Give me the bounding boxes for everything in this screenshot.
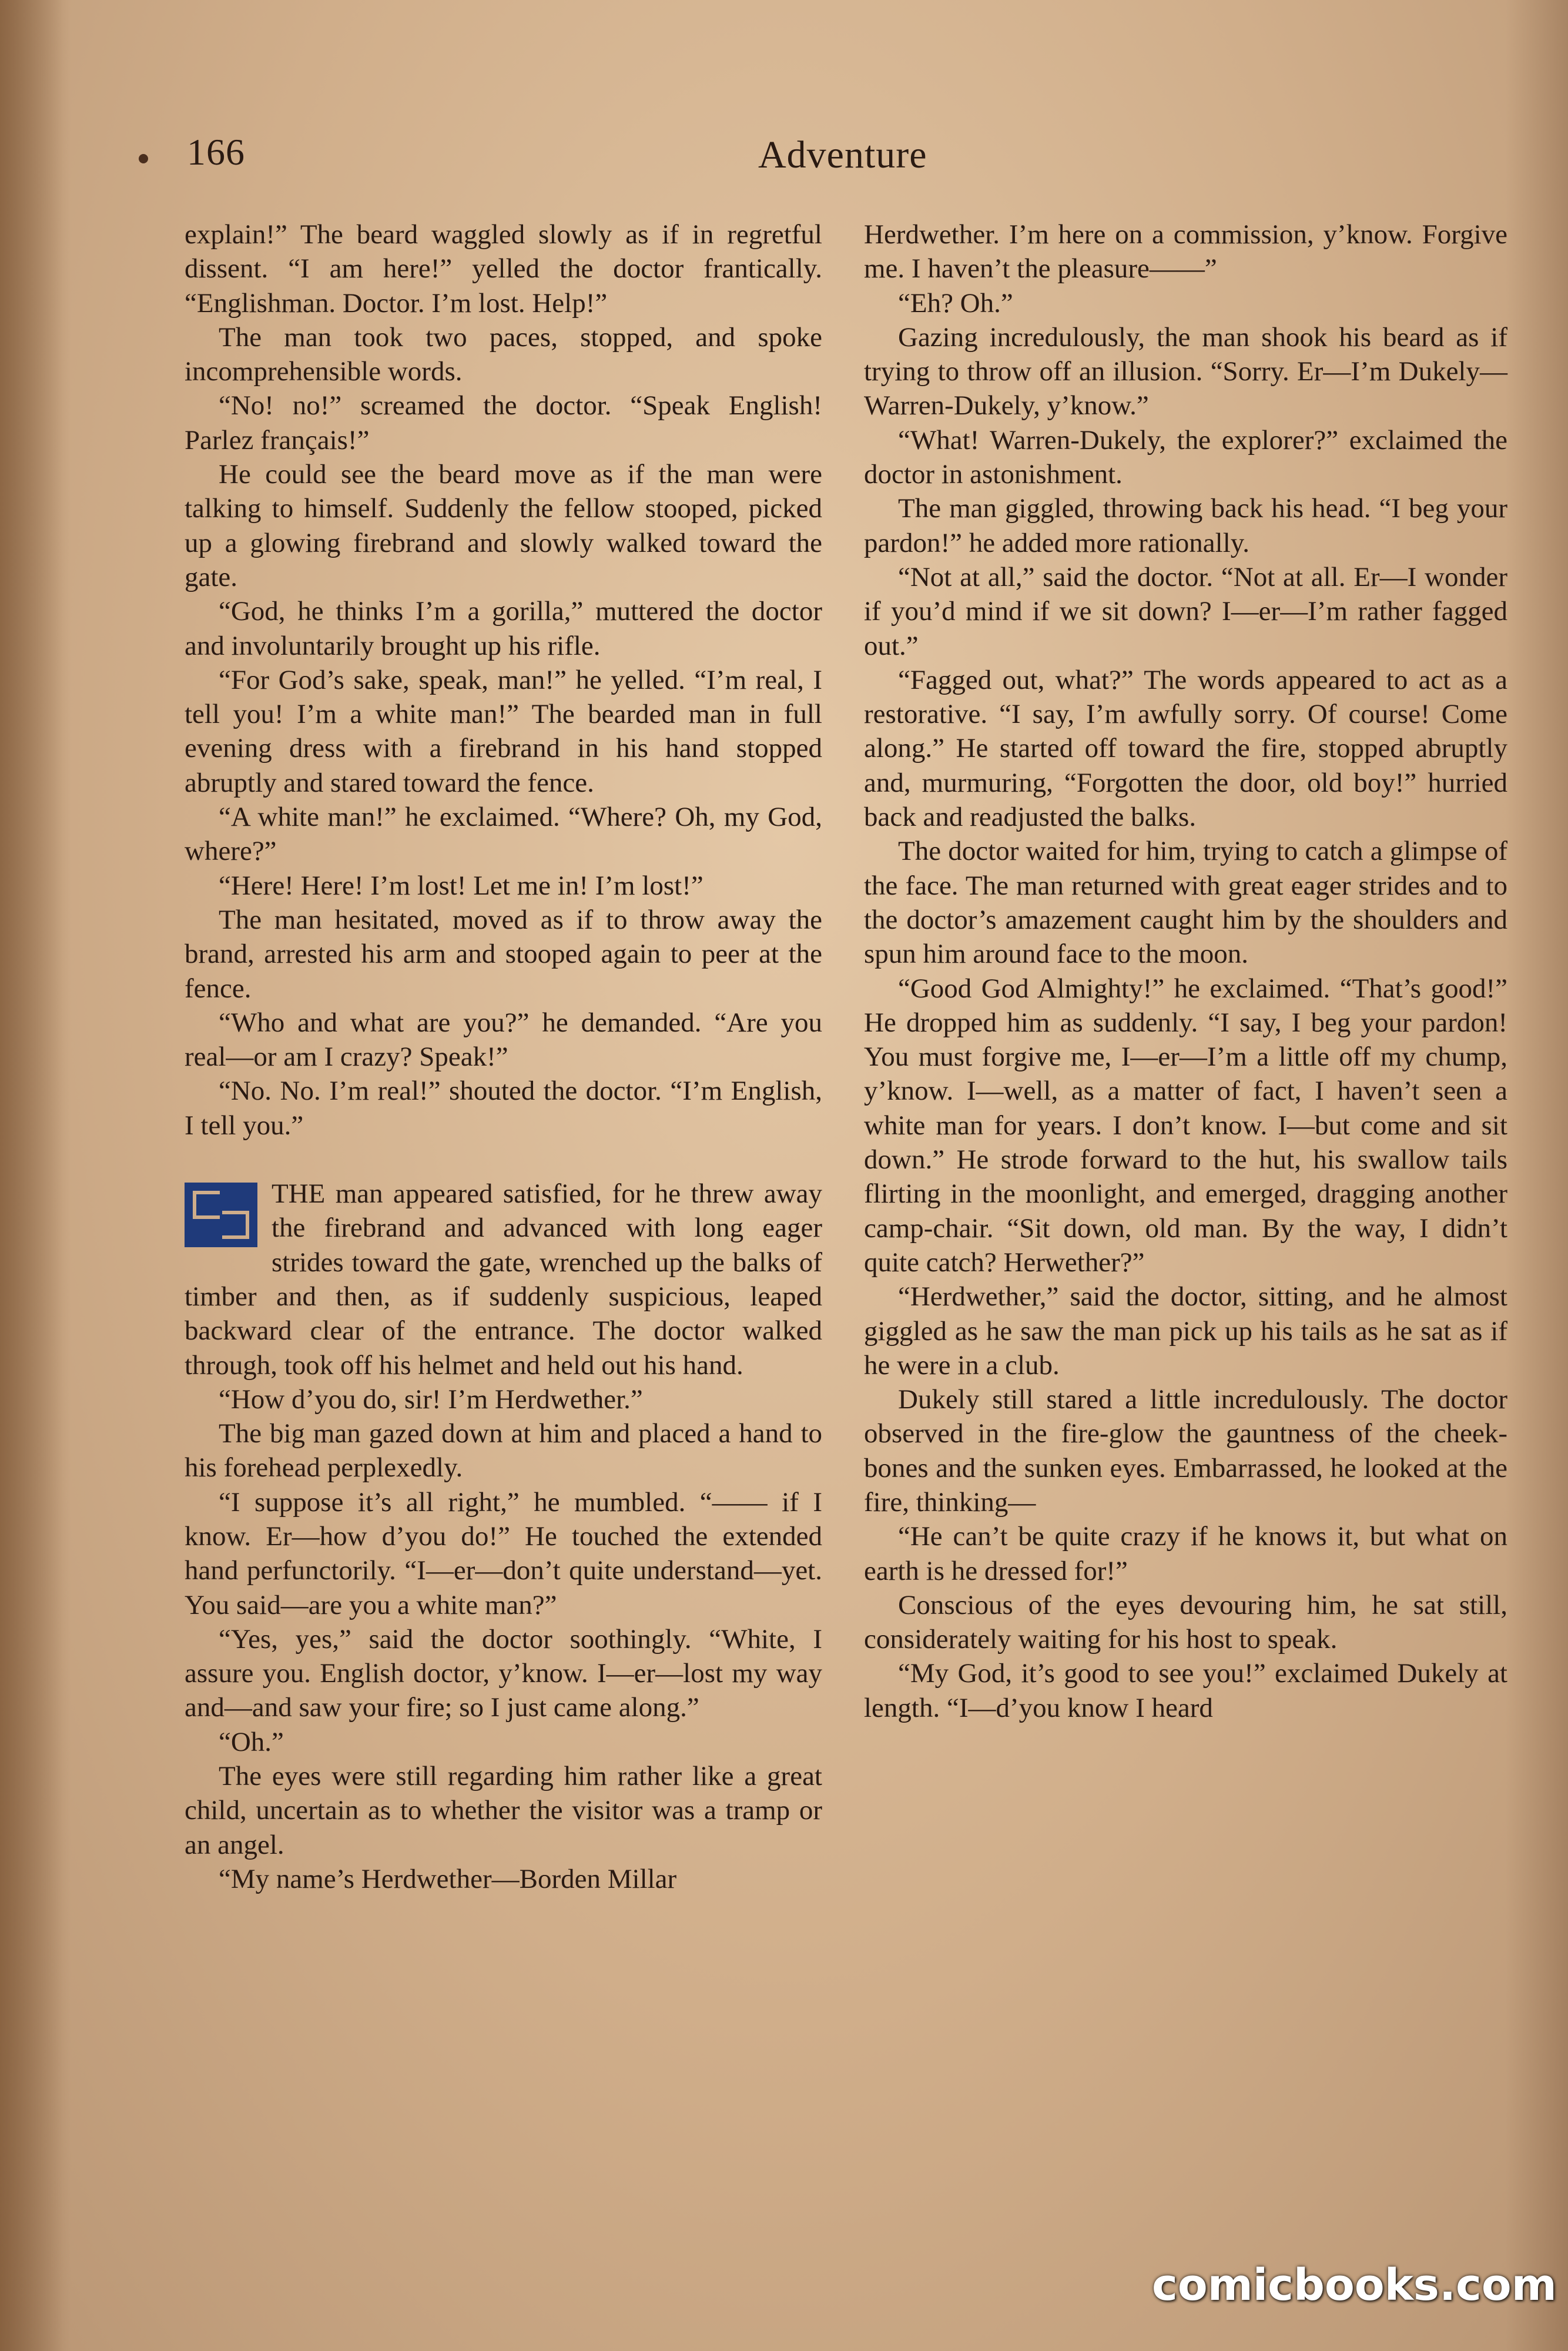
right-column	[864, 217, 1507, 1725]
paragraph	[185, 389, 822, 457]
paragraph	[185, 869, 822, 903]
paragraph	[864, 1519, 1507, 1588]
paragraph	[864, 972, 1507, 1280]
paragraph-text: The man giggled, throwing back his head. “I beg your pardon!” he added more rationally.	[864, 493, 1507, 558]
paragraph	[185, 217, 822, 320]
paragraph-text: “No. No. I’m real!” shouted the doctor. “I’m English, I tell you.”	[185, 1076, 822, 1141]
decorative-initial-icon	[185, 1183, 257, 1247]
paragraph	[185, 457, 822, 594]
paragraph-text: explain!” The beard waggled slowly as if in regretful dissent. “I am here!” yelled the doctor frantically. “Englishman. Doctor. I’m lost. Help!”	[185, 219, 822, 319]
paragraph-text: “Not at all,” said the doctor. “Not at all. Er—I wonder if you’d mind if we sit down? I—er—I’m rather fagged out.”	[864, 561, 1507, 661]
paragraph-text: The doctor waited for him, trying to catch a glimpse of the face. The man returned with great eager strides and to the doctor’s amazement caught him by the shoulders and spun him around face to the moon.	[864, 836, 1507, 970]
paragraph	[185, 1074, 822, 1143]
paragraph	[185, 1862, 822, 1896]
paragraph	[864, 1382, 1507, 1519]
left-column	[185, 217, 822, 1896]
paragraph-text: “Fagged out, what?” The words appeared to act as a restorative. “I say, I’m awfully sorry. Of course! Come along.” He started off toward the fire, stopped abruptly and, murmuring, “Forgotten the door, old boy!” hurried back and readjusted the balks.	[864, 664, 1507, 833]
paragraph-text: “I suppose it’s all right,” he mumbled. “—— if I know. Er—how d’you do!” He touched the extended hand perfunctorily. “I—er—don’t quite understand—yet. You said—are you a white man?”	[185, 1486, 822, 1620]
paragraph	[185, 1416, 822, 1485]
paragraph-text: Herdwether. I’m here on a commission, y’know. Forgive me. I haven’t the pleasure——”	[864, 219, 1507, 284]
watermark: comicbooks.com	[1152, 2260, 1557, 2310]
paragraph	[864, 423, 1507, 492]
paragraph-text: “Here! Here! I’m lost! Let me in! I’m lost!”	[219, 870, 703, 901]
paragraph-text: Dukely still stared a little incredulously. The doctor observed in the fire-glow the gauntness of the cheek-bones and the sunken eyes. Embarrassed, he looked at the fire, thinking—	[864, 1384, 1507, 1518]
paragraph-text: The big man gazed down at him and placed a hand to his forehead perplexedly.	[185, 1418, 822, 1483]
paragraph	[864, 1280, 1507, 1382]
paragraph	[864, 491, 1507, 560]
paragraph-text: Gazing incredulously, the man shook his beard as if trying to throw off an illusion. “Sorry. Er—I’m Dukely—Warren-Dukely, y’know.”	[864, 321, 1507, 421]
paragraph-text: “Who and what are you?” he demanded. “Are you real—or am I crazy? Speak!”	[185, 1007, 822, 1073]
paragraph-text: “Good God Almighty!” he exclaimed. “That’s good!” He dropped him as suddenly. “I say, I beg your pardon! You must forgive me, I—er—I’m a little off my chump, y’know. I—well, as a matter of fact, I haven’t seen a white man for years. I don’t know. I—but come and sit down.” He strode forward to the hut, his swallow tails flirting in the moonlight, and emerged, dragging another camp-chair. “Sit down, old man. By the way, I didn’t quite catch? Herwether?”	[864, 973, 1507, 1278]
paragraph	[864, 663, 1507, 834]
paragraph	[864, 834, 1507, 971]
paragraph-text: “No! no!” screamed the doctor. “Speak English! Parlez français!”	[185, 390, 822, 456]
paragraph	[185, 1759, 822, 1862]
paragraph	[864, 286, 1507, 320]
paragraph-text: “Oh.”	[219, 1726, 284, 1757]
paragraph	[185, 320, 822, 389]
running-head: Adventure	[758, 133, 927, 176]
paragraph-text: THE man appeared satisfied, for he threw away the firebrand and advanced with long eager strides toward the gate, wrenched up the balks of timber and then, as if suddenly suspicious, leaped backward clear of the entrance. The doctor walked through, took off his helmet and held out his hand.	[185, 1178, 822, 1381]
paragraph-text: “My God, it’s good to see you!” exclaimed Dukely at length. “I—d’you know I heard	[864, 1658, 1507, 1723]
paragraph	[185, 903, 822, 1006]
paragraph-text: The man took two paces, stopped, and spoke incomprehensible words.	[185, 321, 822, 387]
paragraph	[185, 800, 822, 869]
paragraph	[864, 217, 1507, 286]
paragraph-text: “Eh? Oh.”	[898, 287, 1013, 319]
paragraph	[185, 663, 822, 800]
paragraph-text: “What! Warren-Dukely, the explorer?” exclaimed the doctor in astonishment.	[864, 424, 1507, 490]
margin-dot	[139, 154, 148, 163]
paragraph-text: The man hesitated, moved as if to throw away the brand, arrested his arm and stooped again to peer at the fence.	[185, 904, 822, 1004]
paragraph-text: “God, he thinks I’m a gorilla,” muttered the doctor and involuntarily brought up his rifle.	[185, 596, 822, 661]
paragraph	[185, 1725, 822, 1759]
paragraph	[864, 1588, 1507, 1657]
paragraph	[185, 1622, 822, 1725]
page-edge-shadow	[0, 0, 71, 2351]
page-number: 166	[187, 131, 245, 173]
paragraph-text: The eyes were still regarding him rather like a great child, uncertain as to whether the visitor was a tramp or an angel.	[185, 1761, 822, 1860]
paragraph	[185, 594, 822, 663]
paragraph	[864, 320, 1507, 423]
paragraph-text: “For God’s sake, speak, man!” he yelled. “I’m real, I tell you! I’m a white man!” The bearded man in full evening dress with a firebrand in his hand stopped abruptly and stared toward the fence.	[185, 664, 822, 798]
paragraph-text: “Herdwether,” said the doctor, sitting, and he almost giggled as he saw the man pick up his tails as he sat as if he were in a club.	[864, 1281, 1507, 1381]
paragraph	[864, 560, 1507, 663]
paragraph-text: Conscious of the eyes devouring him, he sat still, considerately waiting for his host to speak.	[864, 1589, 1507, 1655]
paragraph	[864, 1656, 1507, 1725]
paragraph	[185, 1006, 822, 1074]
paragraph-text: “How d’you do, sir! I’m Herdwether.”	[219, 1384, 643, 1415]
paragraph-text: He could see the beard move as if the man were talking to himself. Suddenly the fellow stooped, picked up a glowing firebrand and slowly walked toward the gate.	[185, 459, 822, 592]
paragraph	[185, 1382, 822, 1416]
paragraph-text: “My name’s Herdwether—Borden Millar	[219, 1863, 677, 1894]
paragraph-text: “He can’t be quite crazy if he knows it, but what on earth is he dressed for!”	[864, 1521, 1507, 1586]
paragraph	[185, 1485, 822, 1622]
paragraph	[185, 1177, 822, 1382]
paragraph-text: “Yes, yes,” said the doctor soothingly. “White, I assure you. English doctor, y’know. I—er—lost my way and—and saw your fire; so I just came along.”	[185, 1623, 822, 1723]
paragraph-text: “A white man!” he exclaimed. “Where? Oh, my God, where?”	[185, 802, 822, 867]
